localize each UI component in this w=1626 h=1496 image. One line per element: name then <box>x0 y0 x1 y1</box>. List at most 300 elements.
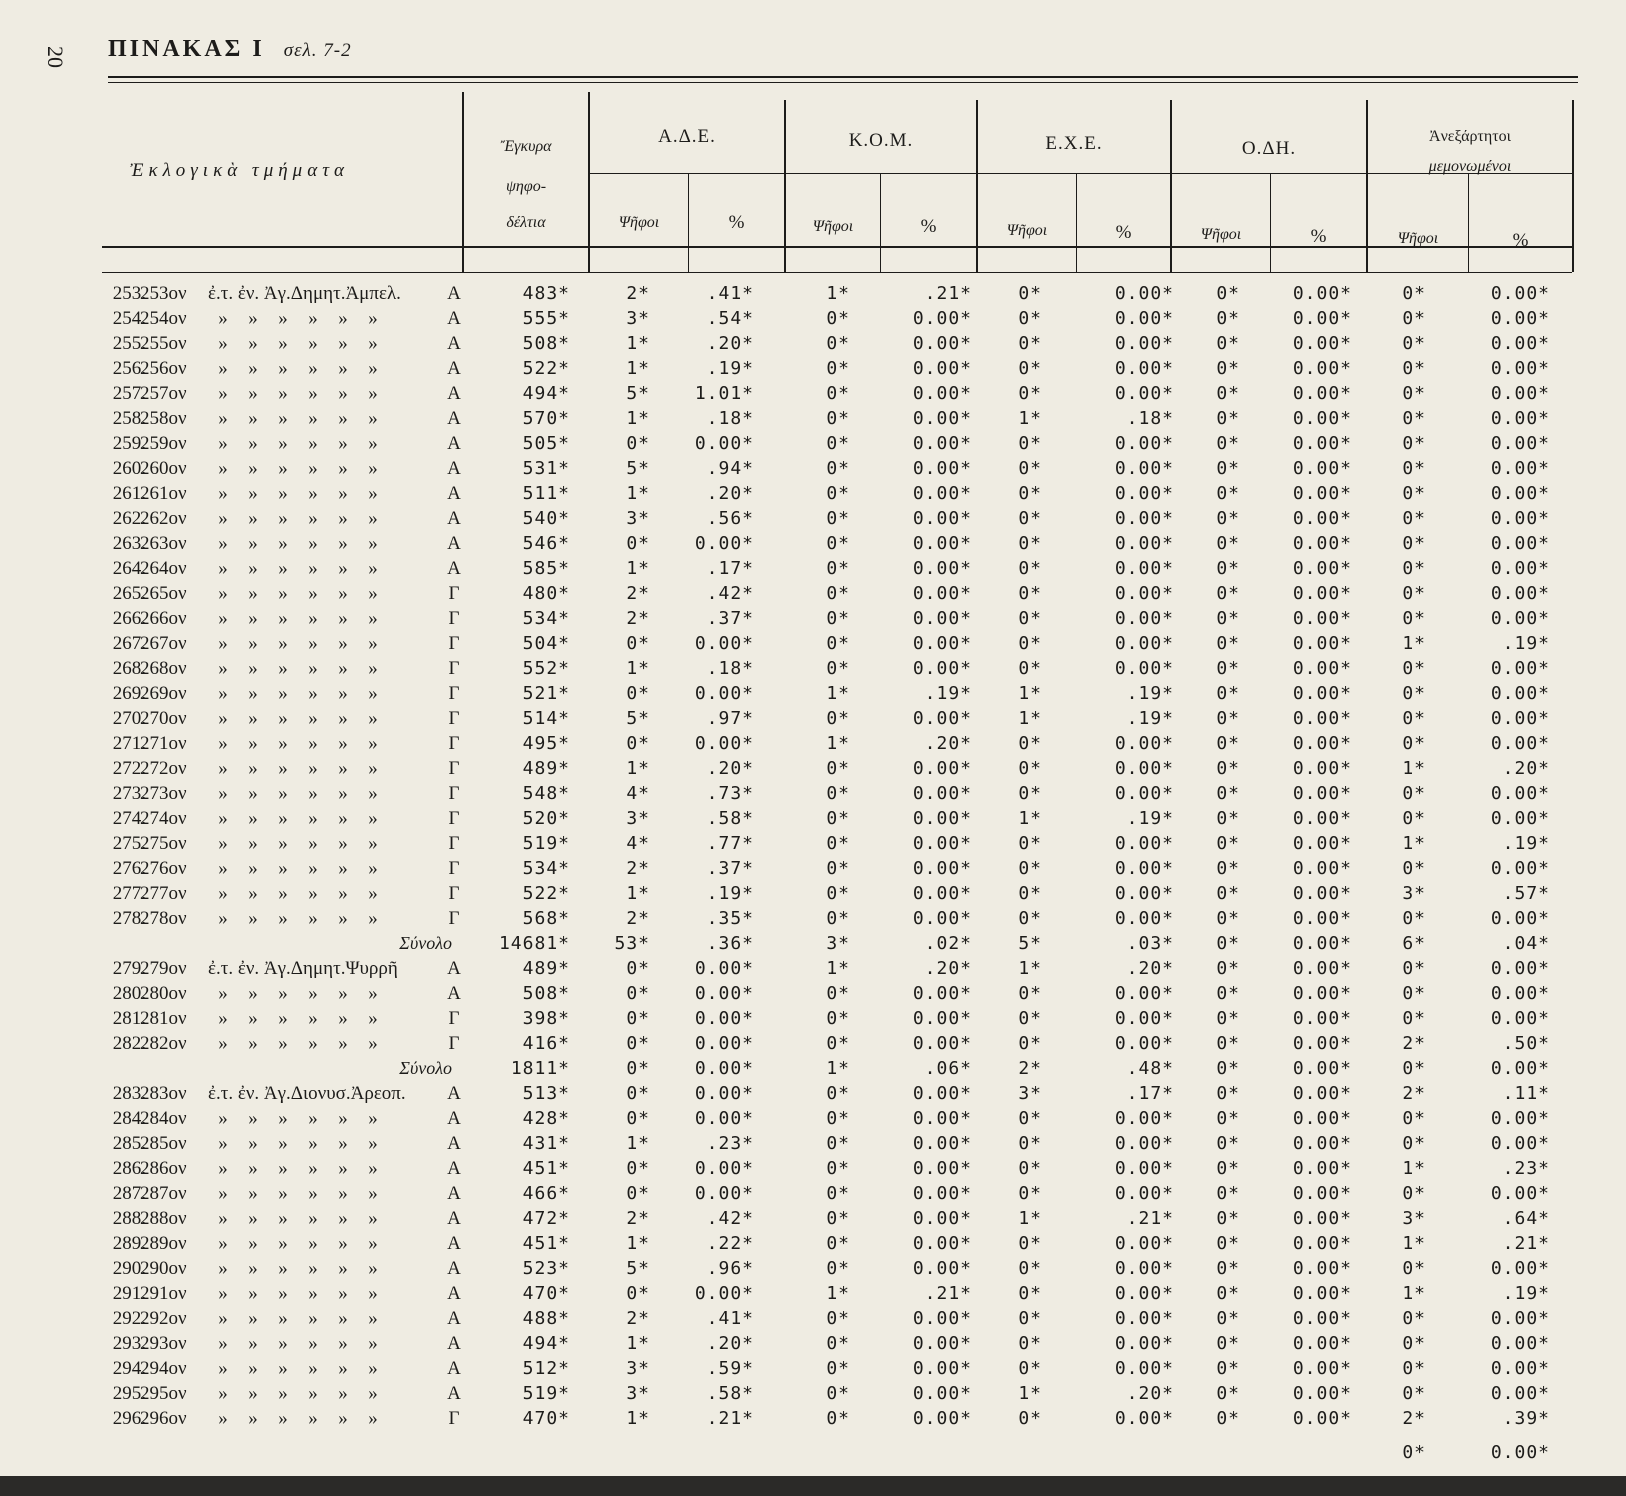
exe-votes: 0* <box>1018 833 1042 854</box>
section-label <box>140 383 460 405</box>
exe-pct: 0.00* <box>1114 333 1174 354</box>
independents-votes: 3* <box>1402 1208 1426 1229</box>
independents-pct: 0.00* <box>1490 983 1550 1004</box>
ade-votes: 2* <box>626 608 650 629</box>
exe-votes: 0* <box>1018 1358 1042 1379</box>
section-label <box>140 908 460 930</box>
ditto-mark: » <box>338 833 348 854</box>
row-index: 283. <box>112 1083 146 1104</box>
independents-votes: 1* <box>1402 758 1426 779</box>
ditto-mark: » <box>248 633 258 654</box>
row-index: 275. <box>112 833 146 854</box>
ditto-mark: » <box>218 433 228 454</box>
ade-votes: 5* <box>626 1258 650 1279</box>
exe-pct: 0.00* <box>1114 533 1174 554</box>
independents-pct: 0.00* <box>1490 783 1550 804</box>
ade-pct: 0.00* <box>694 1108 754 1129</box>
ditto-mark: » <box>248 758 258 779</box>
exe-pct: 0.00* <box>1114 383 1174 404</box>
odh-pct: 0.00* <box>1292 1283 1352 1304</box>
ade-pct: 0.00* <box>694 1283 754 1304</box>
table-row <box>0 508 1626 533</box>
header-divider <box>462 92 464 272</box>
exe-votes: 0* <box>1018 908 1042 929</box>
ditto-mark: » <box>338 1158 348 1179</box>
ditto-mark: » <box>218 1008 228 1029</box>
exe-votes: 0* <box>1018 608 1042 629</box>
odh-votes: 0* <box>1216 1283 1240 1304</box>
ditto-mark: » <box>338 1283 348 1304</box>
kom-pct: 0.00* <box>912 383 972 404</box>
ditto-mark: » <box>368 1158 378 1179</box>
row-index: 295. <box>112 1383 146 1404</box>
table-row <box>0 533 1626 558</box>
ade-votes: 2* <box>626 858 650 879</box>
section-region: Α <box>447 358 461 379</box>
exe-pct: 0.00* <box>1114 633 1174 654</box>
section-label <box>140 1083 460 1105</box>
independents-votes: 3* <box>1402 883 1426 904</box>
independents-pct: .19* <box>1502 833 1550 854</box>
ditto-mark: » <box>278 983 288 1004</box>
odh-pct: 0.00* <box>1292 1383 1352 1404</box>
exe-votes: 0* <box>1018 733 1042 754</box>
ditto-mark: » <box>308 583 318 604</box>
ditto-mark: » <box>248 508 258 529</box>
table-row <box>0 958 1626 983</box>
odh-pct: 0.00* <box>1292 533 1352 554</box>
valid-votes: 489* <box>522 758 570 779</box>
section-region: Γ <box>448 633 460 654</box>
row-index: 289. <box>112 1233 146 1254</box>
independents-votes: 0* <box>1402 1058 1426 1079</box>
row-index: 263. <box>112 533 146 554</box>
section-description: ἐ.τ. ἐν. Ἀγ.Διονυσ.Ἀρεοπ. <box>208 1083 406 1104</box>
section-region: Γ <box>448 858 460 879</box>
section-label <box>140 1308 460 1330</box>
exe-votes: 0* <box>1018 1158 1042 1179</box>
odh-votes: 0* <box>1216 333 1240 354</box>
exe-pct: 0.00* <box>1114 558 1174 579</box>
kom-pct: 0.00* <box>912 1033 972 1054</box>
scan-edge <box>0 1476 1626 1496</box>
row-index: 279. <box>112 958 146 979</box>
ditto-mark: » <box>278 308 288 329</box>
ditto-mark: » <box>278 1008 288 1029</box>
ditto-mark: » <box>338 558 348 579</box>
ditto-mark: » <box>248 983 258 1004</box>
independents-votes: 0* <box>1402 1383 1426 1404</box>
exe-pct: 0.00* <box>1114 983 1174 1004</box>
ditto-mark: » <box>278 1258 288 1279</box>
odh-pct: 0.00* <box>1292 1358 1352 1379</box>
ade-votes: 1* <box>626 883 650 904</box>
exe-pct: 0.00* <box>1114 908 1174 929</box>
section-region: Γ <box>448 1408 460 1429</box>
ade-pct: 0.00* <box>694 633 754 654</box>
ditto-mark: » <box>278 1208 288 1229</box>
exe-votes: 1* <box>1018 708 1042 729</box>
row-index: 280. <box>112 983 146 1004</box>
odh-votes: 0* <box>1216 1183 1240 1204</box>
row-index: 294. <box>112 1358 146 1379</box>
ade-votes: 1* <box>626 658 650 679</box>
ade-votes: 2* <box>626 283 650 304</box>
ditto-mark: » <box>278 1358 288 1379</box>
independents-votes: 1* <box>1402 1283 1426 1304</box>
odh-votes: 0* <box>1216 1158 1240 1179</box>
ditto-mark: » <box>248 1133 258 1154</box>
exe-votes: 0* <box>1018 1408 1042 1429</box>
section-ordinal: 281ον <box>140 1008 187 1029</box>
kom-pct: .06* <box>924 1058 972 1079</box>
exe-pct: 0.00* <box>1114 1283 1174 1304</box>
ditto-mark: » <box>338 683 348 704</box>
exe-votes: 0* <box>1018 658 1042 679</box>
ditto-mark: » <box>248 658 258 679</box>
ditto-mark: » <box>368 333 378 354</box>
ade-pct: 0.00* <box>694 533 754 554</box>
ditto-mark: » <box>308 533 318 554</box>
independents-votes: 0* <box>1402 1333 1426 1354</box>
section-region: Γ <box>448 883 460 904</box>
ditto-mark: » <box>218 908 228 929</box>
exe-votes: 0* <box>1018 1183 1042 1204</box>
kom-pct: 0.00* <box>912 1083 972 1104</box>
odh-pct: 0.00* <box>1292 808 1352 829</box>
ade-votes: 0* <box>626 683 650 704</box>
ditto-mark: » <box>278 883 288 904</box>
valid-votes: 531* <box>522 458 570 479</box>
odh-votes: 0* <box>1216 1108 1240 1129</box>
ditto-mark: » <box>278 1383 288 1404</box>
independents-votes: 2* <box>1402 1408 1426 1429</box>
ade-votes: 1* <box>626 1133 650 1154</box>
odh-votes: 0* <box>1216 1383 1240 1404</box>
ditto-mark: » <box>278 458 288 479</box>
section-description: ἐ.τ. ἐν. Ἀγ.Δημητ.Ἀμπελ. <box>208 283 401 304</box>
ade-header: Α.Δ.Ε. <box>658 126 716 147</box>
independents-votes: 0* <box>1402 1133 1426 1154</box>
top-rule-thin <box>108 82 1578 83</box>
ade-votes: 3* <box>626 508 650 529</box>
section-label <box>140 633 460 655</box>
exe-pct: .21* <box>1126 1208 1174 1229</box>
ade-pct: .42* <box>706 583 754 604</box>
section-ordinal: 253ον <box>140 283 187 304</box>
kom-votes: 0* <box>826 1158 850 1179</box>
odh-pct: 0.00* <box>1292 358 1352 379</box>
independents-pct: 0.00* <box>1490 483 1550 504</box>
kom-pct: 0.00* <box>912 1008 972 1029</box>
ditto-mark: » <box>278 433 288 454</box>
kom-votes: 0* <box>826 983 850 1004</box>
ditto-mark: » <box>218 733 228 754</box>
ditto-mark: » <box>338 858 348 879</box>
independents-pct: .19* <box>1502 1283 1550 1304</box>
row-index: 293. <box>112 1333 146 1354</box>
odh-votes: 0* <box>1216 1308 1240 1329</box>
ade-pct: 0.00* <box>694 983 754 1004</box>
kom-pct: 0.00* <box>912 508 972 529</box>
odh-votes: 0* <box>1216 683 1240 704</box>
independents-pct: 0.00* <box>1490 733 1550 754</box>
independents-pct: .23* <box>1502 1158 1550 1179</box>
independents-votes: 0* <box>1402 908 1426 929</box>
independents-votes: 0* <box>1402 1008 1426 1029</box>
ditto-mark: » <box>368 1208 378 1229</box>
table-row <box>0 1358 1626 1383</box>
row-index: 269. <box>112 683 146 704</box>
header-divider <box>688 173 689 272</box>
section-label <box>140 1258 460 1280</box>
valid-votes: 540* <box>522 508 570 529</box>
kom-pct: 0.00* <box>912 1108 972 1129</box>
header-divider <box>588 92 590 272</box>
ditto-mark: » <box>338 708 348 729</box>
valid-votes: 470* <box>522 1408 570 1429</box>
section-ordinal: 291ον <box>140 1283 187 1304</box>
independents-votes: 0* <box>1402 983 1426 1004</box>
ade-pct: .23* <box>706 1133 754 1154</box>
kom-pct: 0.00* <box>912 583 972 604</box>
ditto-mark: » <box>218 883 228 904</box>
table-row <box>0 1108 1626 1133</box>
section-region: Γ <box>448 833 460 854</box>
ditto-mark: » <box>248 1183 258 1204</box>
ade-pct: .58* <box>706 808 754 829</box>
independents-pct: .57* <box>1502 883 1550 904</box>
exe-votes: 0* <box>1018 1108 1042 1129</box>
kom-votes: 0* <box>826 408 850 429</box>
ditto-mark: » <box>278 483 288 504</box>
ade-votes: 0* <box>626 433 650 454</box>
independents-votes: 0* <box>1402 1183 1426 1204</box>
row-index: 260. <box>112 458 146 479</box>
section-ordinal: 255ον <box>140 333 187 354</box>
exe-votes: 0* <box>1018 1033 1042 1054</box>
row-index: 278. <box>112 908 146 929</box>
exe-pct: 0.00* <box>1114 283 1174 304</box>
section-region: Γ <box>448 583 460 604</box>
section-label <box>140 1333 460 1355</box>
kom-votes: 0* <box>826 1233 850 1254</box>
ditto-mark: » <box>248 1283 258 1304</box>
ditto-mark: » <box>308 808 318 829</box>
valid-votes: 513* <box>522 1083 570 1104</box>
ditto-mark: » <box>308 383 318 404</box>
exe-votes: 1* <box>1018 1383 1042 1404</box>
exe-pct: 0.00* <box>1114 508 1174 529</box>
ditto-mark: » <box>218 308 228 329</box>
section-region: Α <box>447 283 461 304</box>
total-label: Σύνολο <box>399 1058 452 1078</box>
ditto-mark: » <box>218 1383 228 1404</box>
ditto-mark: » <box>248 1308 258 1329</box>
ditto-mark: » <box>308 1333 318 1354</box>
kom-votes: 0* <box>826 633 850 654</box>
ade-pct: 0.00* <box>694 1008 754 1029</box>
exe-pct: 0.00* <box>1114 783 1174 804</box>
exe-pct: 0.00* <box>1114 758 1174 779</box>
kom-votes: 0* <box>826 458 850 479</box>
kom-pct: 0.00* <box>912 433 972 454</box>
exe-votes: 0* <box>1018 283 1042 304</box>
odh-votes: 0* <box>1216 1133 1240 1154</box>
kom-pct: 0.00* <box>912 1383 972 1404</box>
ade-pct: 0.00* <box>694 958 754 979</box>
odh-pct: 0.00* <box>1292 858 1352 879</box>
odh-votes: 0* <box>1216 383 1240 404</box>
ade-pct: .20* <box>706 1333 754 1354</box>
kom-votes: 0* <box>826 908 850 929</box>
odh-votes: 0* <box>1216 858 1240 879</box>
section-ordinal: 283ον <box>140 1083 187 1104</box>
ditto-mark: » <box>368 783 378 804</box>
independents-pct: 0.00* <box>1490 858 1550 879</box>
kom-pct: 0.00* <box>912 1183 972 1204</box>
table-row <box>0 608 1626 633</box>
ditto-mark: » <box>338 733 348 754</box>
section-ordinal: 254ον <box>140 308 187 329</box>
ditto-mark: » <box>248 383 258 404</box>
independents-pct: 0.00* <box>1490 683 1550 704</box>
ditto-mark: » <box>308 308 318 329</box>
ditto-mark: » <box>338 608 348 629</box>
ditto-mark: » <box>308 1008 318 1029</box>
odh-votes: 0* <box>1216 558 1240 579</box>
kom-votes: 1* <box>826 683 850 704</box>
odh-pct: 0.00* <box>1292 1258 1352 1279</box>
row-index: 262. <box>112 508 146 529</box>
row-index: 288. <box>112 1208 146 1229</box>
table-row <box>0 1408 1626 1433</box>
odh-votes: 0* <box>1216 433 1240 454</box>
independents-votes: 0* <box>1402 483 1426 504</box>
valid-votes: 519* <box>522 833 570 854</box>
ditto-mark: » <box>218 1308 228 1329</box>
section-ordinal: 263ον <box>140 533 187 554</box>
section-region: Γ <box>448 783 460 804</box>
exe-votes: 0* <box>1018 1258 1042 1279</box>
kom-votes: 0* <box>826 1033 850 1054</box>
ditto-mark: » <box>308 358 318 379</box>
ditto-mark: » <box>308 1033 318 1054</box>
section-label <box>140 1008 460 1030</box>
section-ordinal: 295ον <box>140 1383 187 1404</box>
independents-votes: 0* <box>1402 1308 1426 1329</box>
section-region: Α <box>447 308 461 329</box>
section-ordinal: 286ον <box>140 1158 187 1179</box>
kom-votes: 0* <box>826 833 850 854</box>
exe-pct: .19* <box>1126 683 1174 704</box>
ditto-mark: » <box>338 1133 348 1154</box>
section-region: Α <box>447 1108 461 1129</box>
kom-votes: 0* <box>826 1408 850 1429</box>
exe-pct: .19* <box>1126 708 1174 729</box>
row-index: 255. <box>112 333 146 354</box>
section-label <box>140 758 460 780</box>
ditto-mark: » <box>278 1033 288 1054</box>
exe-votes: 0* <box>1018 883 1042 904</box>
ditto-mark: » <box>278 708 288 729</box>
odh-pct: 0.00* <box>1292 608 1352 629</box>
table-row <box>0 1283 1626 1308</box>
ditto-mark: » <box>338 308 348 329</box>
ditto-mark: » <box>248 608 258 629</box>
section-label <box>140 333 460 355</box>
ade-pct: .54* <box>706 308 754 329</box>
exe-pct: 0.00* <box>1114 1158 1174 1179</box>
ade-votes: 0* <box>626 533 650 554</box>
section-label <box>140 1158 460 1180</box>
total-row <box>0 1058 1626 1083</box>
section-label <box>140 833 460 855</box>
section-label <box>140 533 460 555</box>
ditto-mark: » <box>218 858 228 879</box>
valid-votes: 431* <box>522 1133 570 1154</box>
section-ordinal: 258ον <box>140 408 187 429</box>
table-row <box>0 1383 1626 1408</box>
odh-pct: 0.00* <box>1292 883 1352 904</box>
section-ordinal: 296ον <box>140 1408 187 1429</box>
kom-votes: 0* <box>826 883 850 904</box>
valid-header-2: ψηφο- <box>505 178 547 195</box>
exe-pct: 0.00* <box>1114 1408 1174 1429</box>
ade-votes: 0* <box>626 1008 650 1029</box>
odh-pct: 0.00* <box>1292 1208 1352 1229</box>
valid-votes: 514* <box>522 708 570 729</box>
independents-pct-header: % <box>1512 230 1530 251</box>
section-ordinal: 275ον <box>140 833 187 854</box>
table-row <box>0 908 1626 933</box>
exe-votes: 0* <box>1018 1008 1042 1029</box>
section-ordinal: 285ον <box>140 1133 187 1154</box>
section-region: Α <box>447 458 461 479</box>
ade-pct: .20* <box>706 483 754 504</box>
independents-pct: .39* <box>1502 1408 1550 1429</box>
independents-votes: 0* <box>1402 733 1426 754</box>
odh-votes: 0* <box>1216 908 1240 929</box>
table-row <box>0 983 1626 1008</box>
row-index: 271. <box>112 733 146 754</box>
ade-pct: 0.00* <box>694 1033 754 1054</box>
ade-pct: 0.00* <box>694 1083 754 1104</box>
independents-votes: 0* <box>1402 283 1426 304</box>
ditto-mark: » <box>308 1408 318 1429</box>
ade-pct: .42* <box>706 1208 754 1229</box>
odh-votes: 0* <box>1216 783 1240 804</box>
ade-pct: .18* <box>706 658 754 679</box>
section-label <box>140 808 460 830</box>
ditto-mark: » <box>248 1033 258 1054</box>
kom-votes: 0* <box>826 608 850 629</box>
ditto-mark: » <box>218 583 228 604</box>
section-label <box>140 408 460 430</box>
table-row <box>0 308 1626 333</box>
ditto-mark: » <box>368 833 378 854</box>
ade-votes: 0* <box>626 1108 650 1129</box>
ade-votes-header: Ψῆφοι <box>618 214 660 231</box>
table-row <box>0 283 1626 308</box>
section-ordinal: 260ον <box>140 458 187 479</box>
section-ordinal: 261ον <box>140 483 187 504</box>
ditto-mark: » <box>248 1333 258 1354</box>
section-region: Α <box>447 1083 461 1104</box>
ditto-mark: » <box>218 1108 228 1129</box>
independents-votes: 0* <box>1402 683 1426 704</box>
table-row <box>0 358 1626 383</box>
